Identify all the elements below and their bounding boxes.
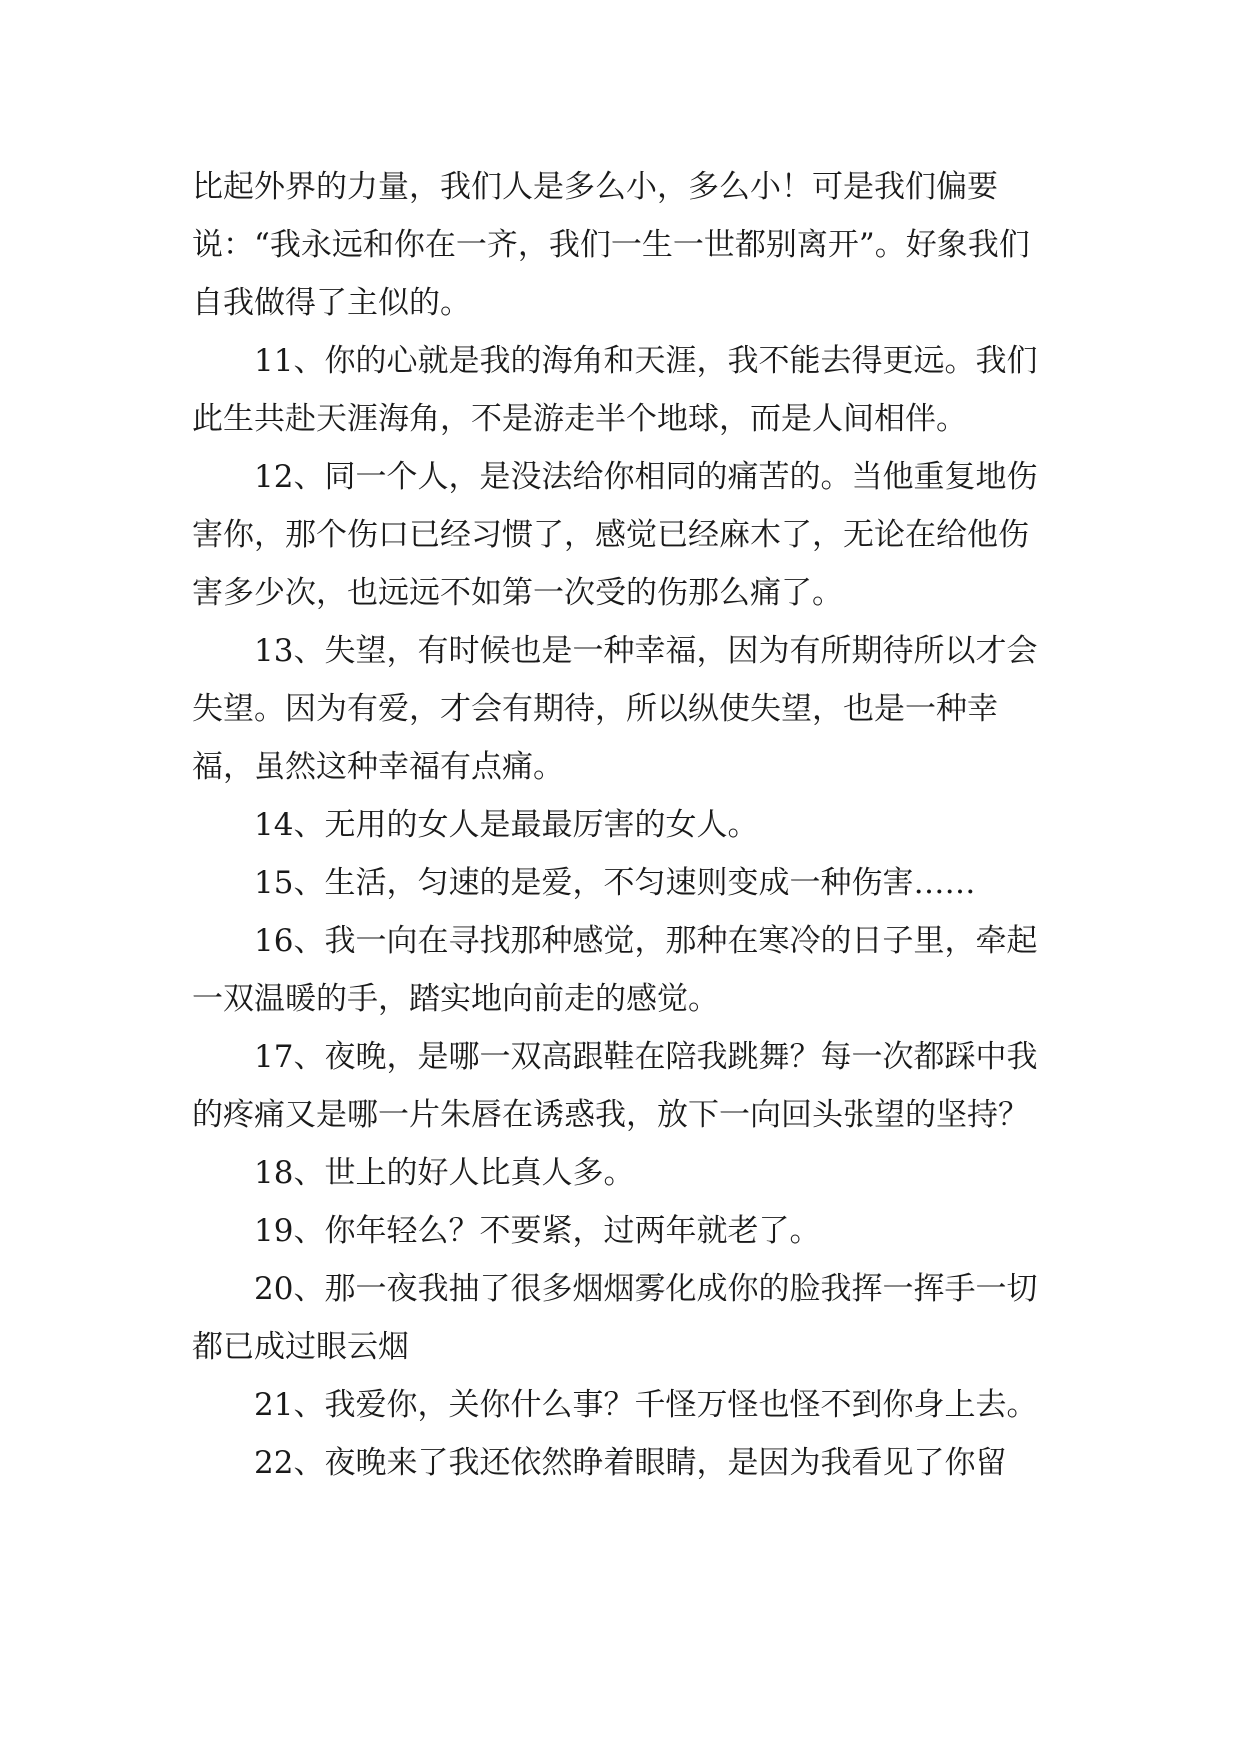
paragraph: 14、无用的女人是最最厉害的女人。 bbox=[254, 807, 759, 843]
paragraph: 22、夜晚来了我还依然睁着眼睛，是因为我看见了你留 bbox=[254, 1445, 1007, 1481]
paragraph: 11、你的心就是我的海角和天涯，我不能去得更远。我们此生共赴天涯海角，不是游走半个地球，而是人间相伴。 bbox=[192, 343, 1038, 437]
paragraph: 19、你年轻么？不要紧，过两年就老了。 bbox=[254, 1213, 821, 1249]
paragraph: 比起外界的力量，我们人是多么小，多么小！可是我们偏要说：“我永远和你在一齐，我们一生一世都别离开”。好象我们自我做得了主似的。 bbox=[192, 169, 1030, 321]
paragraph: 21、我爱你，关你什么事？千怪万怪也怪不到你身上去。 bbox=[254, 1387, 1038, 1423]
paragraph: 17、夜晚，是哪一双高跟鞋在陪我跳舞？每一次都踩中我的疼痛又是哪一片朱唇在诱惑我，放下一向回头张望的坚持？ bbox=[192, 1039, 1038, 1133]
paragraph: 16、我一向在寻找那种感觉，那种在寒冷的日子里，牵起一双温暖的手，踏实地向前走的感觉。 bbox=[192, 923, 1038, 1017]
paragraph: 13、失望，有时候也是一种幸福，因为有所期待所以才会失望。因为有爱，才会有期待，所以纵使失望，也是一种幸福，虽然这种幸福有点痛。 bbox=[192, 633, 1038, 785]
paragraph: 12、同一个人，是没法给你相同的痛苦的。当他重复地伤害你，那个伤口已经习惯了，感觉已经麻木了，无论在给他伤害多少次，也远远不如第一次受的伤那么痛了。 bbox=[192, 459, 1038, 611]
paragraph: 18、世上的好人比真人多。 bbox=[254, 1155, 635, 1191]
paragraph: 20、那一夜我抽了很多烟烟雾化成你的脸我挥一挥手一切都已成过眼云烟 bbox=[192, 1271, 1038, 1365]
paragraph: 15、生活，匀速的是爱，不匀速则变成一种伤害…… bbox=[254, 865, 976, 901]
document-body bbox=[192, 158, 1056, 1492]
